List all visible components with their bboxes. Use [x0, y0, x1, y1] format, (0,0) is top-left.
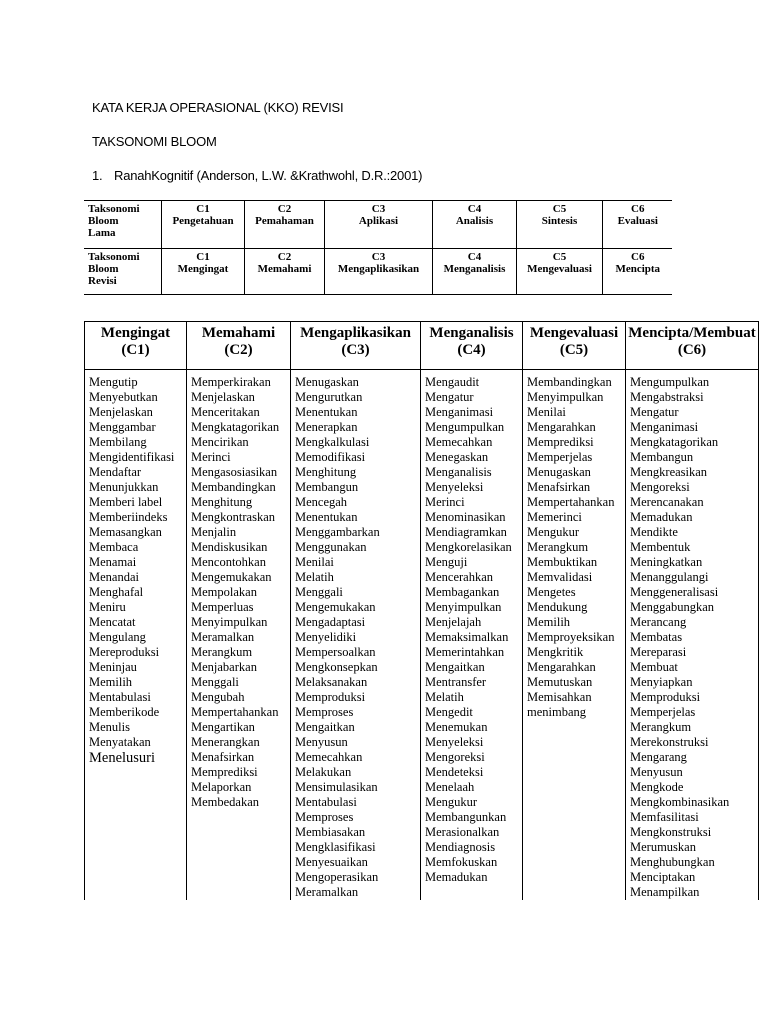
level-name: Evaluasi: [617, 215, 658, 227]
level-name: Analisis: [455, 215, 494, 227]
level-title: Mengingat: [100, 325, 171, 341]
verb-item: Membuat: [630, 660, 678, 674]
verb-item: Mendiagramkan: [425, 525, 507, 539]
verb-item: Menyeleksi: [425, 480, 484, 494]
verb-item: Mengkonsepkan: [295, 660, 378, 674]
level-cell: [161, 201, 244, 249]
column-header: [523, 322, 626, 370]
level-code: C5: [552, 251, 567, 263]
verb-list-cell: [421, 370, 523, 901]
verb-item: Menafsirkan: [527, 480, 591, 494]
verb-item: Menyatakan: [89, 735, 151, 749]
verb-item: Mengarahkan: [527, 420, 596, 434]
level-cell: [432, 249, 516, 295]
verb-item: Memecahkan: [295, 750, 363, 764]
verb-item: Merancang: [630, 615, 687, 629]
verb-item: Memerinci: [527, 510, 582, 524]
level-code: C3: [371, 251, 386, 263]
verb-item: Membangun: [630, 450, 694, 464]
verb-item: Menggali: [295, 585, 343, 599]
verb-item: Menganimasi: [630, 420, 699, 434]
verb-item: Merinci: [191, 450, 231, 464]
verb-item: Mensimulasikan: [295, 780, 378, 794]
comparison-row: [84, 249, 672, 295]
row-label-line: Bloom: [88, 215, 119, 227]
verb-item: Menyimpulkan: [425, 600, 502, 614]
level-cell: [161, 249, 244, 295]
verb-item: Menggabungkan: [630, 600, 715, 614]
verb-item: Memecahkan: [425, 435, 493, 449]
verb-item: Menugaskan: [295, 375, 359, 389]
verb-item: Memberikode: [89, 705, 160, 719]
verb-item: Menilai: [295, 555, 334, 569]
column-header: [291, 322, 421, 370]
verb-item: Mengkontraskan: [191, 510, 276, 524]
verb-item: Mengubah: [191, 690, 245, 704]
verb-item: Mengkorelasikan: [425, 540, 512, 554]
verb-list-cell: [85, 370, 187, 901]
level-name: Mencipta: [615, 263, 661, 275]
level-cell: [324, 201, 432, 249]
level-title: Memahami: [201, 325, 276, 341]
verb-item: Mengaudit: [425, 375, 480, 389]
verb-item: Mengkritik: [527, 645, 584, 659]
verb-item: Menentukan: [295, 510, 358, 524]
verb-item: Menjelajah: [425, 615, 482, 629]
section-heading: [92, 168, 422, 183]
operational-verbs-table: [84, 321, 759, 900]
verb-item: Mengaitkan: [425, 660, 485, 674]
level-code: (C1): [121, 342, 150, 358]
verb-item: Mempersoalkan: [295, 645, 376, 659]
verb-item: Membandingkan: [527, 375, 612, 389]
verb-item: Memvalidasi: [527, 570, 593, 584]
level-name: Mengevaluasi: [527, 263, 592, 275]
level-code: C2: [277, 251, 292, 263]
verb-item: Menafsirkan: [191, 750, 255, 764]
comparison-row: [84, 201, 672, 249]
verb-item: Menggambarkan: [295, 525, 380, 539]
level-code: (C4): [457, 342, 486, 358]
row-label-line: Taksonomi: [88, 251, 140, 263]
verb-item: Memerintahkan: [425, 645, 505, 659]
verb-item: Membentuk: [630, 540, 691, 554]
level-name: Sintesis: [541, 215, 578, 227]
verb-item: Menemukan: [425, 720, 488, 734]
verb-item: Menyelidiki: [295, 630, 357, 644]
verb-item: Memprediksi: [527, 435, 594, 449]
verb-item: Memisahkan: [527, 690, 592, 704]
verb-list-cell: [187, 370, 291, 901]
verb-item: Membilang: [89, 435, 147, 449]
verb-item: Mencatat: [89, 615, 136, 629]
level-cell: [602, 249, 672, 295]
verb-item: Memperluas: [191, 600, 254, 614]
row-label-line: Revisi: [88, 275, 117, 287]
level-code: (C6): [677, 342, 707, 358]
section-text: RanahKognitif (Anderson, L.W. &Krathwohl, D.R.:2001): [114, 168, 423, 183]
verb-item: Memproduksi: [630, 690, 701, 704]
level-name: Aplikasi: [358, 215, 399, 227]
verb-item: Mengklasifikasi: [295, 840, 376, 854]
verb-item: Mengukur: [527, 525, 580, 539]
verb-item: Memutuskan: [527, 675, 593, 689]
verb-item: Mengaitkan: [295, 720, 355, 734]
section-number: 1.: [92, 168, 103, 183]
verb-item: Memproduksi: [295, 690, 366, 704]
verb-item: Membagankan: [425, 585, 500, 599]
verb-item: Mempertahankan: [191, 705, 279, 719]
verb-item: Merekonstruksi: [630, 735, 709, 749]
verb-item: Memasangkan: [89, 525, 162, 539]
verb-item: Menyebutkan: [89, 390, 158, 404]
level-cell: [516, 249, 602, 295]
verb-item: Menyimpulkan: [527, 390, 604, 404]
row-label-cell: [84, 249, 161, 295]
verb-item: Mengetes: [527, 585, 576, 599]
verb-item: Melatih: [425, 690, 464, 704]
verb-list-cell: [291, 370, 421, 901]
verb-item: Menamai: [89, 555, 137, 569]
verb-item: Membuktikan: [527, 555, 598, 569]
level-code: C6: [631, 203, 645, 215]
verb-item: Mempertahankan: [527, 495, 615, 509]
verb-item: Menguji: [425, 555, 468, 569]
verb-item: Membangunkan: [425, 810, 507, 824]
verb-item: Mempolakan: [191, 585, 257, 599]
verb-item: Mengedit: [425, 705, 473, 719]
verb-item: Memfokuskan: [425, 855, 498, 869]
level-cell: [516, 201, 602, 249]
level-title: Mencipta/Membuat: [628, 325, 756, 341]
verb-item: Meniru: [89, 600, 126, 614]
verb-item: Mengemukakan: [191, 570, 272, 584]
verb-item: Mentabulasi: [89, 690, 151, 704]
verb-item: Menilai: [527, 405, 566, 419]
verb-item: Mengoreksi: [425, 750, 485, 764]
verb-item: Membandingkan: [191, 480, 276, 494]
verb-item: Mengidentifikasi: [89, 450, 175, 464]
verb-item: Menyusun: [630, 765, 683, 779]
verb-item: Mengurutkan: [295, 390, 363, 404]
level-code: C3: [371, 203, 386, 215]
verb-item: Memilih: [527, 615, 571, 629]
row-label-cell: [84, 201, 161, 249]
verb-item: Membiasakan: [295, 825, 366, 839]
level-code: C4: [467, 203, 482, 215]
verb-item: Merumuskan: [630, 840, 696, 854]
level-name: Mengaplikasikan: [337, 263, 420, 275]
verb-item: Mengkatagorikan: [630, 435, 719, 449]
verb-item: Mengumpulkan: [630, 375, 710, 389]
row-label-line: Taksonomi: [88, 203, 140, 215]
verb-item: Mengasosiasikan: [191, 465, 278, 479]
verb-item: Mengadaptasi: [295, 615, 366, 629]
verb-item: Mendaftar: [89, 465, 142, 479]
verb-item: Menandai: [89, 570, 139, 584]
verb-item: Merinci: [425, 495, 465, 509]
verb-item: Menjabarkan: [191, 660, 257, 674]
level-code: (C5): [559, 342, 589, 358]
verb-item: Merangkum: [527, 540, 589, 554]
verb-item: Menugaskan: [527, 465, 591, 479]
verb-item: Mendikte: [630, 525, 678, 539]
verb-item: Mengkonstruksi: [630, 825, 712, 839]
verb-item: Mendiskusikan: [191, 540, 268, 554]
level-title: Menganalisis: [429, 325, 514, 341]
level-code: (C2): [224, 342, 253, 358]
level-title: Mengaplikasikan: [300, 325, 411, 341]
verb-item: Mencirikan: [191, 435, 249, 449]
verb-item: Memperjelas: [527, 450, 593, 464]
verb-item: Mengoperasikan: [295, 870, 379, 884]
level-name: Pemahaman: [255, 215, 314, 227]
verb-item: Memodifikasi: [295, 450, 366, 464]
verb-item: Memaksimalkan: [425, 630, 509, 644]
verb-item: Mengabstraksi: [630, 390, 704, 404]
level-cell: [432, 201, 516, 249]
verb-item: Mengoreksi: [630, 480, 690, 494]
verb-item: Memperkirakan: [191, 375, 271, 389]
verb-item: Memberi label: [89, 495, 163, 509]
verb-item: Mengkode: [630, 780, 684, 794]
level-name: Memahami: [257, 263, 312, 275]
verb-item: menimbang: [527, 705, 587, 719]
verb-item: Menjelaskan: [89, 405, 153, 419]
verb-item: Meramalkan: [295, 885, 359, 899]
verb-item: Merangkum: [630, 720, 692, 734]
level-code: C6: [631, 251, 645, 263]
level-cell: [244, 249, 324, 295]
verb-item: Menghitung: [295, 465, 357, 479]
column-header: [187, 322, 291, 370]
verb-item: Membatas: [630, 630, 683, 644]
verb-item: Menerapkan: [295, 420, 358, 434]
column-header: [421, 322, 523, 370]
verb-item: Mengumpulkan: [425, 420, 505, 434]
verb-item: Mereproduksi: [89, 645, 160, 659]
verb-item: Memproses: [295, 810, 354, 824]
verb-item: Mendukung: [527, 600, 588, 614]
verb-item: Menunjukkan: [89, 480, 159, 494]
verb-item: Menggeneralisasi: [630, 585, 719, 599]
verb-item: Menghubungkan: [630, 855, 715, 869]
verb-item: Memadukan: [630, 510, 693, 524]
verb-item: Meningkatkan: [630, 555, 703, 569]
verb-item: Menulis: [89, 720, 130, 734]
verb-item: Mengatur: [425, 390, 474, 404]
verb-item: Menampilkan: [630, 885, 700, 899]
verb-item: Mengatur: [630, 405, 679, 419]
verb-item: Mengkatagorikan: [191, 420, 280, 434]
verb-item: Merangkum: [191, 645, 253, 659]
taxonomy-comparison-table: [84, 200, 672, 295]
verb-item: Memproses: [295, 705, 354, 719]
verb-item: Mentransfer: [425, 675, 487, 689]
level-code: C4: [467, 251, 482, 263]
verb-item: Menceritakan: [191, 405, 260, 419]
verb-item: Menyiapkan: [630, 675, 693, 689]
verb-item: Menyusun: [295, 735, 348, 749]
row-label-line: Lama: [88, 227, 116, 239]
verb-item: Menanggulangi: [630, 570, 709, 584]
verb-item: Memfasilitasi: [630, 810, 699, 824]
verb-item: Menganimasi: [425, 405, 494, 419]
verb-item: Membedakan: [191, 795, 260, 809]
verb-item: Menggambar: [89, 420, 156, 434]
verb-item: Mengemukakan: [295, 600, 376, 614]
verb-item: Mencerahkan: [425, 570, 494, 584]
verb-item: Memadukan: [425, 870, 488, 884]
verb-item: Menghafal: [89, 585, 144, 599]
verb-item: Memperjelas: [630, 705, 696, 719]
verb-item: Mengkalkulasi: [295, 435, 370, 449]
level-name: Mengingat: [177, 263, 229, 275]
verb-item: Menghitung: [191, 495, 253, 509]
verb-item: Mengarang: [630, 750, 687, 764]
level-code: C2: [277, 203, 292, 215]
verb-item: Melakukan: [295, 765, 352, 779]
verb-item: Mendeteksi: [425, 765, 484, 779]
level-code: C1: [196, 203, 210, 215]
column-header: [626, 322, 759, 370]
verb-item: Menyeleksi: [425, 735, 484, 749]
level-cell: [602, 201, 672, 249]
verb-item: Melatih: [295, 570, 334, 584]
level-code: (C3): [341, 342, 370, 358]
verb-item: Mendiagnosis: [425, 840, 496, 854]
verb-item: Meninjau: [89, 660, 137, 674]
row-label-line: Bloom: [88, 263, 119, 275]
verb-item: Menciptakan: [630, 870, 696, 884]
document-subtitle: TAKSONOMI BLOOM: [92, 134, 217, 149]
verb-item: Menjelaskan: [191, 390, 255, 404]
level-name: Pengetahuan: [172, 215, 234, 227]
verb-item: Menyesuaikan: [295, 855, 368, 869]
verb-item: Mereparasi: [630, 645, 687, 659]
verb-list-cell: [626, 370, 759, 901]
verb-item: Menerangkan: [191, 735, 260, 749]
level-title: Mengevaluasi: [529, 325, 619, 341]
verb-item: Melaporkan: [191, 780, 252, 794]
level-code: C5: [552, 203, 567, 215]
verb-item: Mengutip: [89, 375, 138, 389]
verb-item: Mentabulasi: [295, 795, 357, 809]
verb-item: Mencontohkan: [191, 555, 266, 569]
verb-item: Menegaskan: [425, 450, 489, 464]
verb-item: Menelaah: [425, 780, 475, 794]
verb-item: Melaksanakan: [295, 675, 368, 689]
verb-item: Mengarahkan: [527, 660, 596, 674]
verb-item: Menyimpulkan: [191, 615, 268, 629]
verb-item: Memproyeksikan: [527, 630, 615, 644]
verb-item: Memilih: [89, 675, 133, 689]
verb-item: Meramalkan: [191, 630, 255, 644]
level-cell: [324, 249, 432, 295]
level-cell: [244, 201, 324, 249]
verb-list-cell: [523, 370, 626, 901]
verb-item: Menentukan: [295, 405, 358, 419]
verb-item: Menganalisis: [425, 465, 492, 479]
verb-item: Merasionalkan: [425, 825, 500, 839]
document-title: KATA KERJA OPERASIONAL (KKO) REVISI: [92, 100, 344, 115]
verb-item: Menominasikan: [425, 510, 506, 524]
column-header: [85, 322, 187, 370]
verb-item: Menggunakan: [295, 540, 367, 554]
verb-item: Menelusuri: [89, 750, 156, 766]
verb-item: Memberiindeks: [89, 510, 168, 524]
verb-item: Mengkreasikan: [630, 465, 708, 479]
verb-item: Membangun: [295, 480, 359, 494]
verb-item: Memprediksi: [191, 765, 258, 779]
level-code: C1: [196, 251, 210, 263]
level-name: Menganalisis: [443, 263, 506, 275]
verb-item: Mengukur: [425, 795, 478, 809]
verb-item: Mengulang: [89, 630, 146, 644]
verb-item: Menjalin: [191, 525, 237, 539]
verb-item: Membaca: [89, 540, 139, 554]
verb-item: Menggali: [191, 675, 239, 689]
verb-item: Mengkombinasikan: [630, 795, 730, 809]
verb-item: Mengartikan: [191, 720, 255, 734]
verb-item: Mencegah: [295, 495, 348, 509]
verb-item: Merencanakan: [630, 495, 704, 509]
